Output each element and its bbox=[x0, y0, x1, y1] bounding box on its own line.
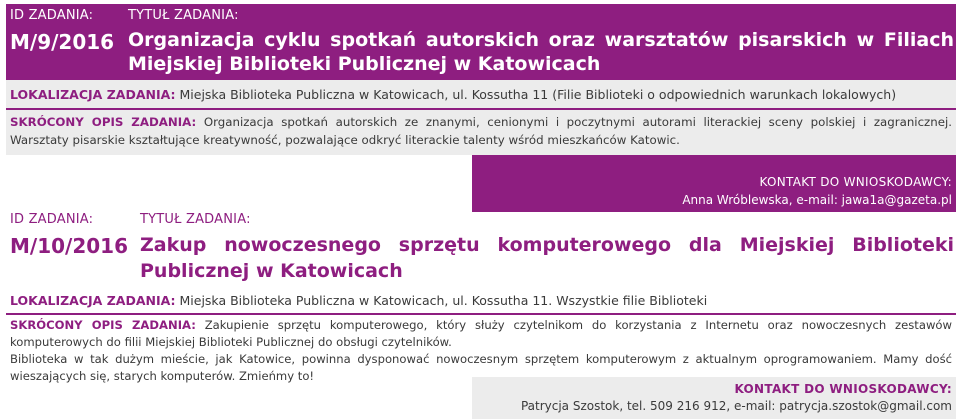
task-id: M/9/2016 bbox=[10, 30, 115, 54]
task-card-m10 bbox=[0, 212, 960, 419]
description-text-2: Biblioteka w tak dużym mieście, jak Katowice, powinna dysponować nowoczesnym sprzętem komputerowym z aktualnym oprogramowaniem. Mamy dość wieszających się, starych komputerów. Zmieńmy to! bbox=[10, 352, 952, 383]
task-title: Organizacja cyklu spotkań autorskich oraz warsztatów pisarskich w Filiach Miejskiej Biblioteki Publicznej w Katowicach bbox=[128, 29, 954, 75]
title-label: TYTUŁ ZADANIA: bbox=[128, 8, 239, 23]
location-label: LOKALIZACJA ZADANIA: bbox=[10, 87, 176, 102]
contact-box bbox=[472, 377, 956, 419]
location-row bbox=[6, 80, 956, 108]
description-text: Zakupienie sprzętu komputerowego, który służy czytelnikom do korzystania z Internetu oraz nowoczesnych zestawów komputerowych do filii Miejskiej Biblioteki Publicznej do obsługi czytelników. bbox=[10, 318, 952, 349]
title-label: TYTUŁ ZADANIA: bbox=[140, 212, 251, 227]
contact-box bbox=[472, 155, 956, 212]
location-text: Miejska Biblioteka Publiczna w Katowicach, ul. Kossutha 11 (Filie Biblioteki o odpowiednich warunkach lokalowych) bbox=[179, 87, 897, 102]
task-id: M/10/2016 bbox=[10, 234, 129, 258]
description-label: SKRÓCONY OPIS ZADANIA: bbox=[10, 318, 196, 332]
location-row bbox=[6, 290, 956, 312]
contact-label: KONTAKT DO WNIOSKODAWCY: bbox=[759, 175, 952, 189]
id-label: ID ZADANIA: bbox=[10, 8, 94, 23]
task-header bbox=[6, 212, 956, 290]
location-label: LOKALIZACJA ZADANIA: bbox=[10, 293, 176, 308]
task-title: Zakup nowoczesnego sprzętu komputerowego dla Miejskiej Biblioteki Publicznej w Katowicach bbox=[140, 234, 954, 282]
location-text: Miejska Biblioteka Publiczna w Katowicach, ul. Kossutha 11. Wszystkie filie Biblioteki bbox=[179, 293, 708, 308]
contact-text: Patrycja Szostok, tel. 509 216 912, e-mail: patrycja.szostok@gmail.com bbox=[520, 399, 952, 413]
contact-label: KONTAKT DO WNIOSKODAWCY: bbox=[734, 382, 952, 396]
contact-text: Anna Wróblewska, e-mail: jawa1a@gazeta.pl bbox=[682, 193, 952, 207]
id-label: ID ZADANIA: bbox=[10, 212, 94, 227]
task-header bbox=[6, 4, 956, 80]
description-text: Organizacja spotkań autorskich ze znanymi, cenionymi i poczytnymi autorami literackiej sceny polskiej i zagranicznej. Warsztaty pisarskie kształtujące kreatywność, pozwalające odkryć literackie talenty wśród mieszkańców Katowic. bbox=[10, 115, 953, 147]
description-row bbox=[6, 315, 956, 383]
description-row bbox=[6, 110, 956, 155]
description-label: SKRÓCONY OPIS ZADANIA: bbox=[10, 115, 197, 129]
